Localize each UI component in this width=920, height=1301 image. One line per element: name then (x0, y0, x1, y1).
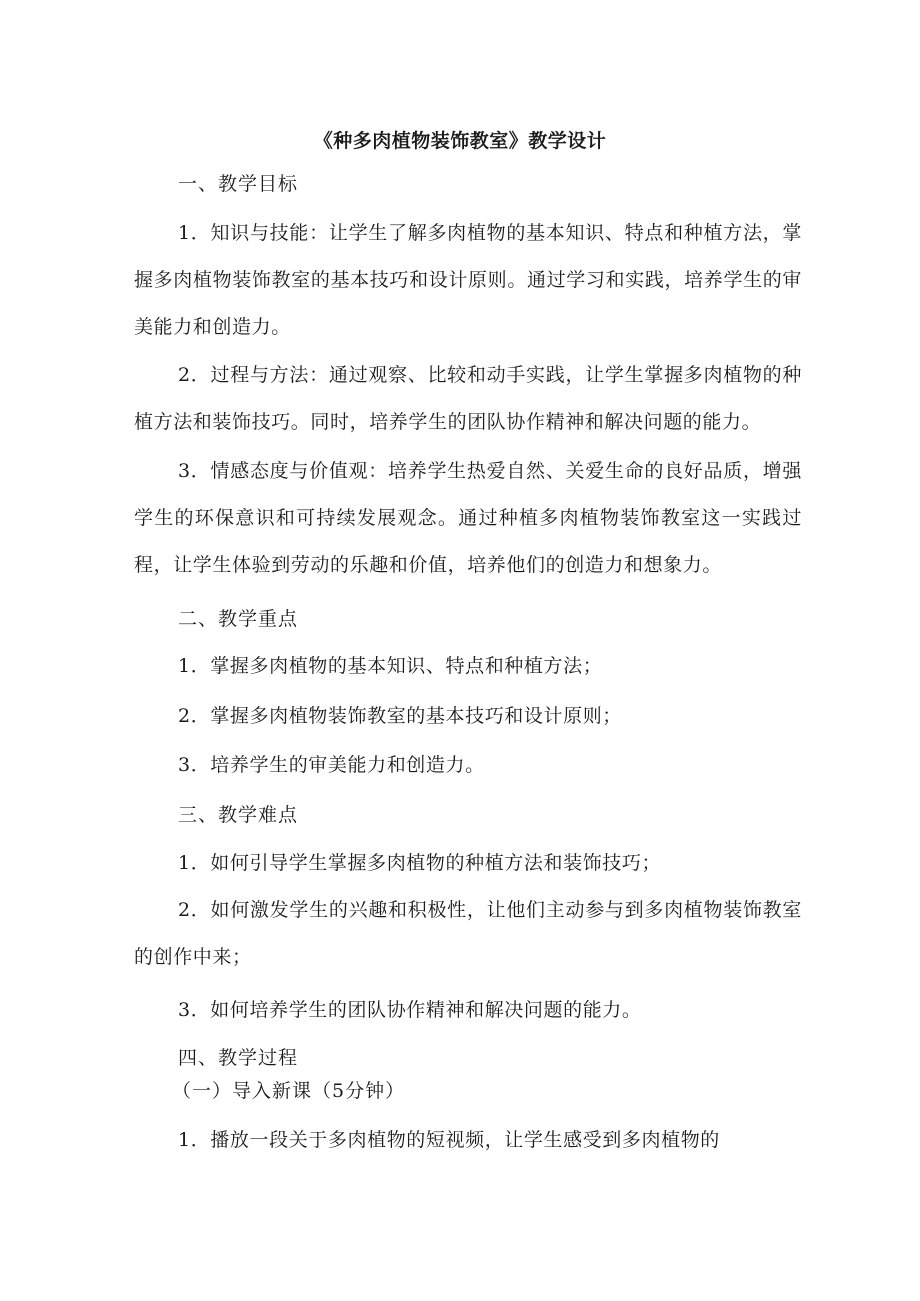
paragraph-difficulty-2: 2．如何激发学生的兴趣和积极性，让他们主动参与到多肉植物装饰教室的创作中来； (134, 899, 802, 968)
list-item-key-point-3: 3．培养学生的审美能力和创造力。 (178, 754, 485, 776)
section-heading-key-points: 二、教学重点 (178, 608, 299, 630)
paragraph-objective-1: 1．知识与技能：让学生了解多肉植物的基本知识、特点和种植方法，掌握多肉植物装饰教室的基本技巧和设计原则。通过学习和实践，培养学生的审美能力和创造力。 (134, 222, 802, 338)
list-item-process-1: 1．播放一段关于多肉植物的短视频，让学生感受到多肉植物的 (178, 1129, 720, 1151)
paragraph-objective-3: 3．情感态度与价值观：培养学生热爱自然、关爱生命的良好品质，增强学生的环保意识和可持续发展观念。通过种植多肉植物装饰教室这一实践过程，让学生体验到劳动的乐趣和价值，培养他们的创造力和想象力。 (134, 460, 802, 576)
list-item-difficulty-1: 1．如何引导学生掌握多肉植物的种植方法和装饰技巧； (178, 852, 662, 874)
subsection-heading-intro: （一）导入新课（5分钟） (172, 1080, 406, 1102)
list-item-key-point-2: 2．掌握多肉植物装饰教室的基本技巧和设计原则； (178, 705, 622, 727)
section-heading-difficulties: 三、教学难点 (178, 804, 299, 826)
list-item-key-point-1: 1．掌握多肉植物的基本知识、特点和种植方法； (178, 655, 603, 677)
list-item-difficulty-3: 3．如何培养学生的团队协作精神和解决问题的能力。 (178, 999, 642, 1021)
paragraph-objective-2: 2．过程与方法：通过观察、比较和动手实践，让学生掌握多肉植物的种植方法和装饰技巧。同时，培养学生的团队协作精神和解决问题的能力。 (134, 364, 802, 433)
section-heading-objectives: 一、教学目标 (178, 173, 299, 195)
section-heading-process: 四、教学过程 (178, 1047, 299, 1069)
document-title: 《种多肉植物装饰教室》教学设计 (313, 130, 607, 152)
